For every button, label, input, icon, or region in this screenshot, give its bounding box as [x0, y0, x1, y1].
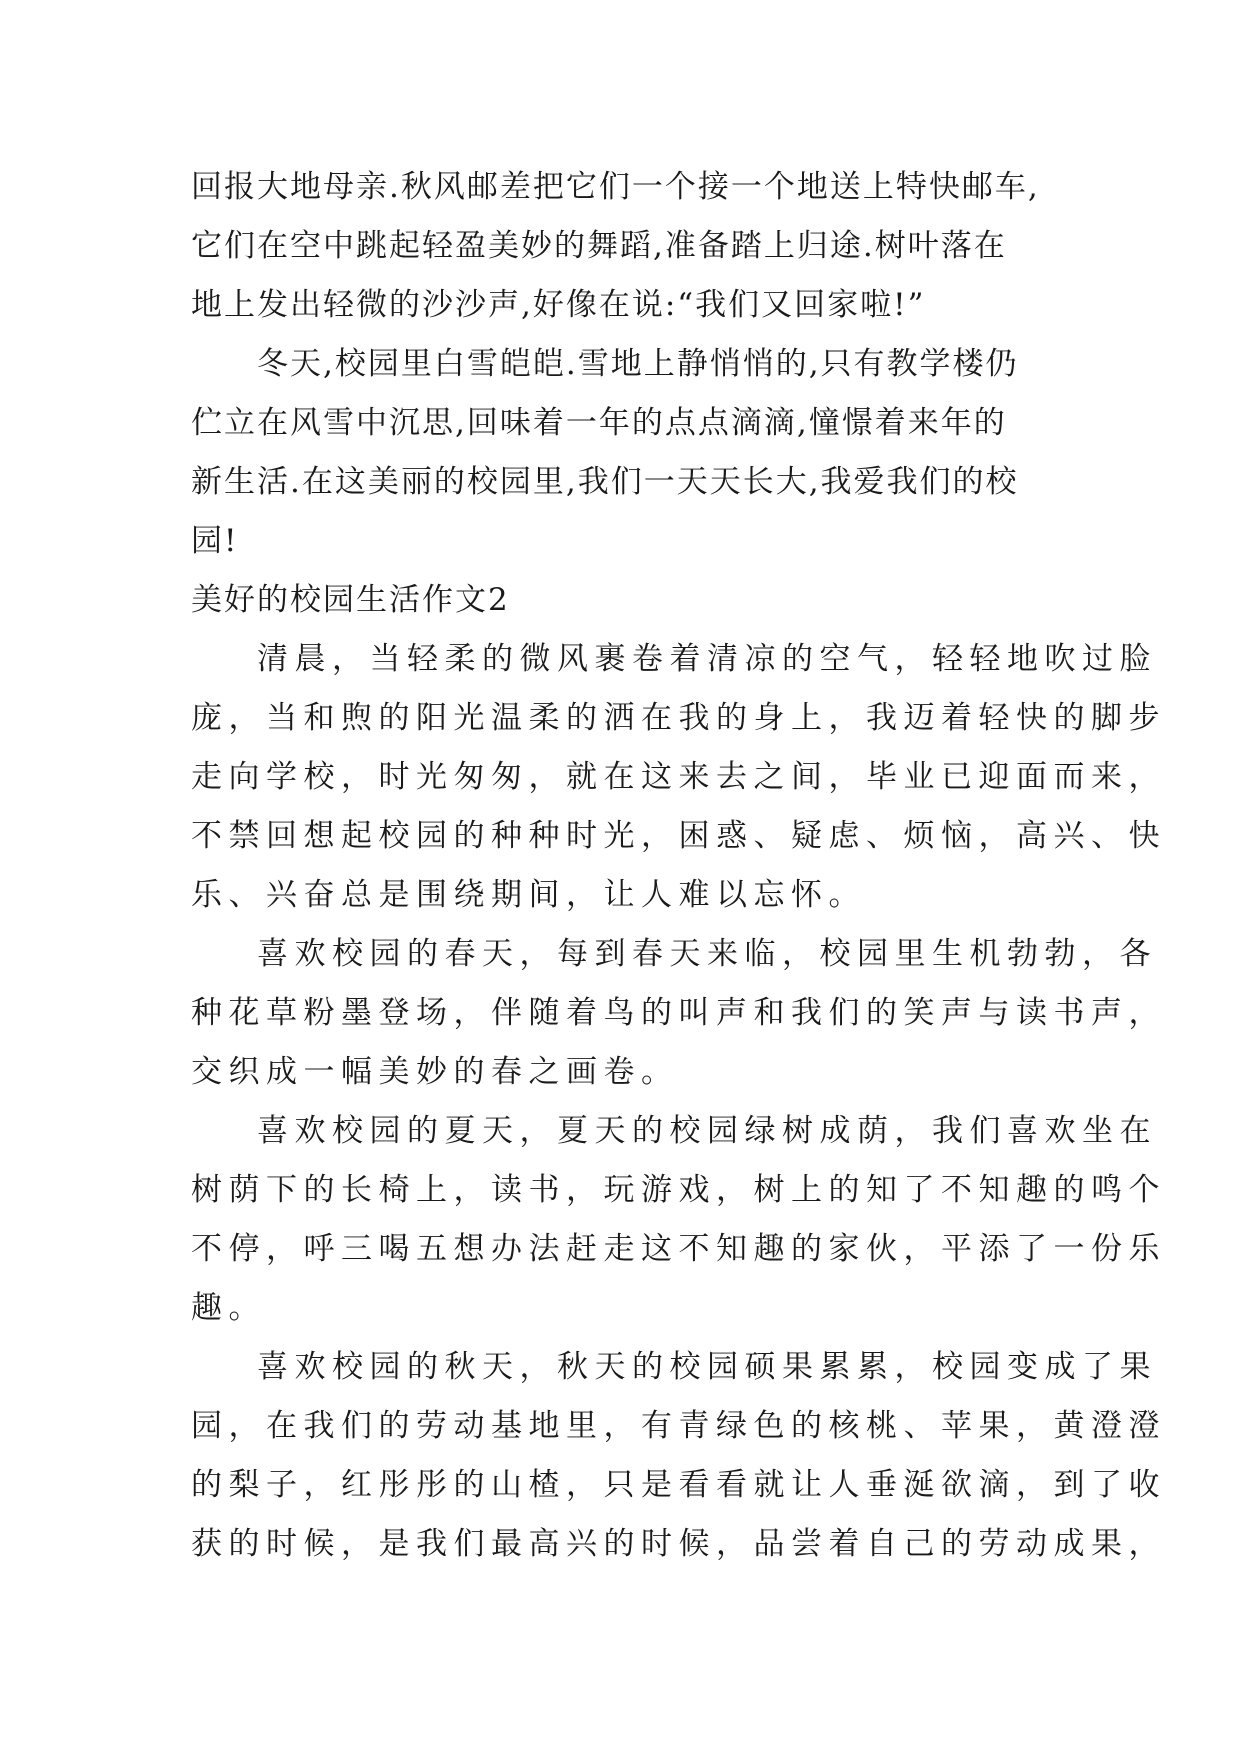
text-line: 种花草粉墨登场，伴随着鸟的叫声和我们的笑声与读书声， — [191, 995, 1166, 1031]
paragraph-summer — [191, 1102, 1166, 1338]
text-line: 庞，当和煦的阳光温柔的洒在我的身上，我迈着轻快的脚步 — [191, 700, 1166, 736]
text-line: 走向学校，时光匆匆，就在这来去之间，毕业已迎面而来， — [191, 759, 1166, 795]
text-line: 园，在我们的劳动基地里，有青绿色的核桃、苹果，黄澄澄 — [191, 1408, 1166, 1444]
text-line: 获的时候，是我们最高兴的时候，品尝着自己的劳动成果， — [191, 1526, 1166, 1562]
text-line: 喜欢校园的春天，每到春天来临，校园里生机勃勃，各 — [257, 936, 1157, 972]
text-line: 它们在空中跳起轻盈美妙的舞蹈,准备踏上归途.树叶落在 — [191, 228, 1007, 264]
text-line: 趣。 — [191, 1290, 266, 1326]
text-line: 不停，呼三喝五想办法赶走这不知趣的家伙，平添了一份乐 — [191, 1231, 1166, 1267]
document-page — [191, 158, 1166, 1574]
text-line: 冬天,校园里白雪皑皑.雪地上静悄悄的,只有教学楼仍 — [257, 346, 1019, 382]
text-line: 不禁回想起校园的种种时光，困惑、疑虑、烦恼，高兴、快 — [191, 818, 1166, 854]
text-line: 乐、兴奋总是围绕期间，让人难以忘怀。 — [191, 877, 866, 913]
text-line: 树荫下的长椅上，读书，玩游戏，树上的知了不知趣的鸣个 — [191, 1172, 1166, 1208]
text-line: 喜欢校园的夏天，夏天的校园绿树成荫，我们喜欢坐在 — [257, 1113, 1157, 1149]
paragraph-winter — [191, 335, 1061, 571]
paragraph-morning — [191, 630, 1166, 925]
paragraph-spring — [191, 925, 1166, 1102]
text-line: 交织成一幅美妙的春之画卷。 — [191, 1054, 679, 1090]
paragraph-autumn — [191, 1338, 1166, 1574]
text-line: 清晨，当轻柔的微风裹卷着清凉的空气，轻轻地吹过脸 — [257, 641, 1157, 677]
text-line: 新生活.在这美丽的校园里,我们一天天长大,我爱我们的校 — [191, 464, 1019, 500]
text-line: 回报大地母亲.秋风邮差把它们一个接一个地送上特快邮车, — [191, 169, 1040, 205]
paragraph-autumn-ending — [191, 158, 1061, 335]
text-line: 园! — [191, 523, 239, 559]
section-heading: 美好的校园生活作文2 — [191, 582, 510, 618]
text-line: 的梨子，红彤彤的山楂，只是看看就让人垂涎欲滴，到了收 — [191, 1467, 1166, 1503]
text-line: 伫立在风雪中沉思,回味着一年的点点滴滴,憧憬着来年的 — [191, 405, 1007, 441]
text-line: 喜欢校园的秋天，秋天的校园硕果累累，校园变成了果 — [257, 1349, 1157, 1385]
text-line: 地上发出轻微的沙沙声,好像在说:“我们又回家啦!” — [191, 287, 926, 323]
